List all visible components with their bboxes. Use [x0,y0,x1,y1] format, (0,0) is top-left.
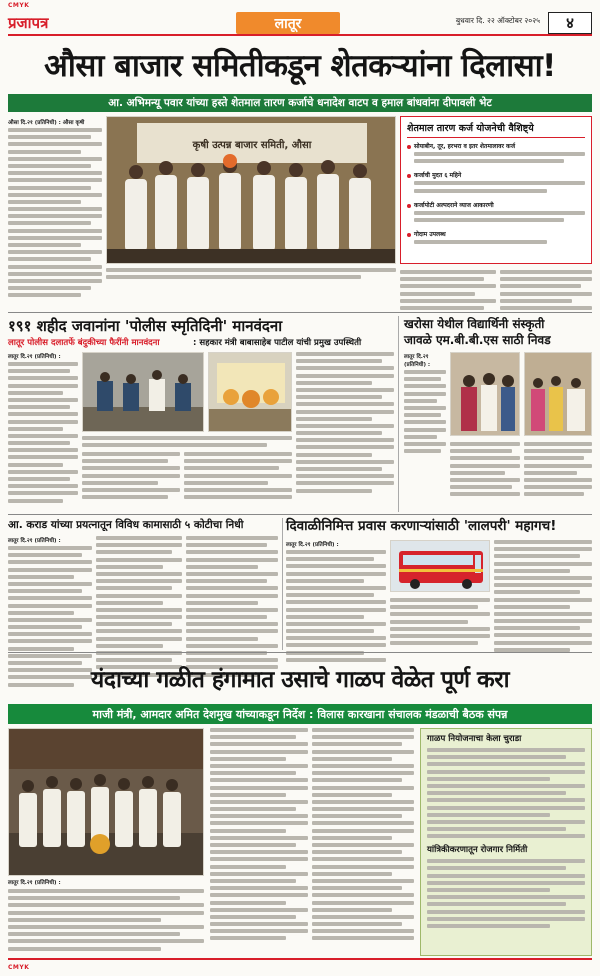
story6-photo [8,728,204,876]
cmyk-mark-right: CMYK [8,964,30,971]
story2-body-col3 [184,452,292,502]
story6-photo-art [9,729,204,876]
story2-subhead: : सहकार मंत्री बाबासाहेब पाटील यांची प्रमुख उपस्थिती [193,338,362,348]
feature-point [407,142,585,166]
story4-headline: आ. कराड यांच्या प्रयत्नातून विविध कामासाठी ५ कोटीचा निधी [8,519,244,531]
story2-photo-right-art [209,353,292,432]
story2-photo-left [82,352,204,432]
story2-photo-left-art [83,353,204,432]
sidebar-box [420,728,592,956]
story1-photo-art [107,117,396,264]
story1-body-col5 [400,270,496,313]
story3-body-col3 [524,442,592,500]
story1-body-col1 [8,118,102,301]
page-number: ४ [548,12,592,34]
story2-photo-caption [82,436,292,450]
section-divider [8,312,592,313]
story6-subhead: माजी मंत्री, आमदार अमित देशमुख यांच्याकडून निर्देश : विलास कारखाना संचालक मंडळाची बैठक संपन्न [8,704,592,724]
story5-body-col1 [286,540,386,665]
story3-body-col2 [450,442,520,500]
bullet-icon [407,174,411,178]
story6-body-col1 [210,728,308,944]
story2-subhead-red: लातूर पोलीस दलातर्फे बंदुकीच्या फैरींनी मानवंदना [8,338,160,348]
story3-photo-left-art [451,353,520,436]
story2-body-col2 [82,452,180,502]
story1-body-col6 [500,270,592,313]
photo-banner-text: कृषी उत्पन्न बाजार समिती, औसा [192,140,312,151]
feature-point-text: कर्जाची मुदत ६ महिने [414,172,462,180]
story5-headline: दिवाळीनिमित्त प्रवास करणाऱ्यांसाठी 'लालपरी' महागच! [286,518,557,534]
feature-point [407,201,585,225]
bus-icon [391,541,490,592]
story5-body-col3 [494,540,592,655]
story3-headline-line1: खरोसा येथील विद्यार्थिनी संस्कृती [404,317,545,331]
bullet-icon [407,204,411,208]
section-divider [8,652,592,653]
brand-name: प्रजापत्र [8,14,49,32]
column-divider [398,316,399,512]
story1-photo [106,116,396,264]
masthead-rule [8,34,592,36]
story6-dateline: लातूर दि.२१ (प्रतिनिधी) : [8,880,61,886]
feature-point-text: सोयाबीन, तूर, हरभरा व इतर शेतमालावर कर्ज [414,143,516,150]
story3-photo-left [450,352,520,436]
feature-point [407,230,585,247]
story3-body-col1 [404,352,446,456]
feature-point [407,171,585,195]
column-divider [282,518,283,650]
story3-photo-right-art [525,353,592,436]
section-divider [8,514,592,515]
cmyk-mark-left: CMYK [8,2,30,9]
story2-body-col4 [296,352,394,496]
story6-headline: यंदाच्या गळीत हंगामात उसाचे गाळप वेळेत पूर्ण करा [90,667,510,693]
feature-point-text: कर्जापोटी अल्पदराने व्याज आकारणी [414,201,494,209]
issue-date: बुधवार दि. २२ ऑक्टोबर २०२५ [455,16,540,25]
story1-photo-caption [106,268,396,282]
story3-headline [404,316,592,348]
story4-dateline: लातूर दि.२१ (प्रतिनिधी) : [8,538,61,544]
features-title: शेतमाल तारण कर्ज योजनेची वैशिष्ट्ये [407,121,585,138]
story3-photo-right [524,352,592,436]
story2-headline: १९१ शहीद जवानांना 'पोलीस स्मृतिदिनी' मानवंदना [8,317,283,335]
story2-dateline: लातूर दि.२१ (प्रतिनिधी) : [8,354,61,360]
story5-bus-photo [390,540,490,592]
sidebar-box-title1: गाळप नियोजनाचा केला चुराडा [427,734,522,744]
story2-photo-right [208,352,292,432]
story5-body-col2 [390,598,490,648]
story5-dateline: लातूर दि.२१ (प्रतिनिधी) : [286,542,339,548]
story3-headline-line2: जावळे एम.बी.बी.एस साठी निवड [404,333,551,347]
city-label: लातूर [236,12,340,34]
story2-body-col1 [8,352,78,506]
story1-headline: औसा बाजार समितीकडून शेतकऱ्यांना दिलासा! [44,48,556,84]
story1-subhead: आ. अभिमन्यू पवार यांच्या हस्ते शेतमाल तारण कर्जाचे धनादेश वाटप व हमाल बांधवांना दीपावली भेट [8,94,592,112]
story1-dateline: औसा दि.२१ (प्रतिनिधी) : औसा कृषी [8,120,85,126]
features-box [400,116,592,264]
sidebar-box-title2: यांत्रिकीकरणातून रोजगार निर्मिती [427,845,528,856]
story6-photo-caption [8,880,204,954]
story3-dateline: लातूर दि.२१ (प्रतिनिधी) : [404,354,431,368]
footer-rule [8,958,592,960]
bullet-icon [407,233,411,237]
bullet-icon [407,145,411,149]
story6-body-col2 [312,728,414,944]
feature-point-text: गोदाम उपलब्ध [414,231,446,239]
